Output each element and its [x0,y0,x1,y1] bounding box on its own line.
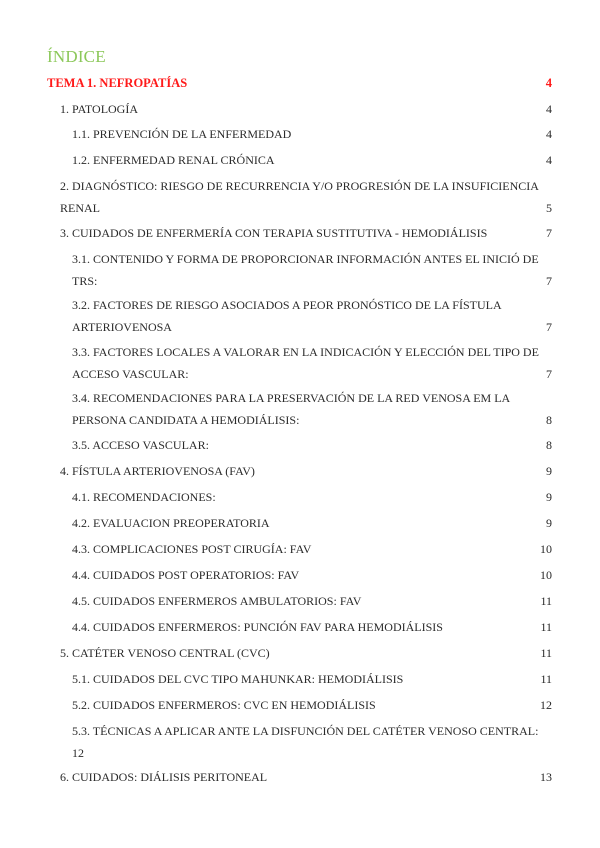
page-number: 9 [546,464,552,478]
page-number: 8 [546,413,552,427]
page-number: 11 [540,646,552,660]
page-number: 7 [546,320,552,334]
toc-entry[interactable]: 3.4. RECOMENDACIONES PARA LA PRESERVACIÓN DE LA RED VENOSA EM LA PERSONA CANDIDATA A HEMODIÁLISIS: 8 [72,387,552,431]
toc-entry[interactable]: 6. CUIDADOS: DIÁLISIS PERITONEAL 13 [60,766,552,788]
page-number: 10 [540,542,552,556]
toc-entry[interactable]: 4. FÍSTULA ARTERIOVENOSA (FAV) 9 [60,460,552,482]
page-number: 10 [540,568,552,582]
toc-entry[interactable]: 4.4. CUIDADOS POST OPERATORIOS: FAV 10 [72,564,552,586]
toc-entry[interactable]: 1. PATOLOGÍA 4 [60,98,552,120]
page-number: 12 [540,698,552,712]
page-number: 4 [546,127,552,141]
page-number: 4 [546,102,552,116]
toc-entry[interactable]: 4.5. CUIDADOS ENFERMEROS AMBULATORIOS: FAV 11 [72,590,552,612]
page-number: 9 [546,490,552,504]
page-number: 7 [546,367,552,381]
page-number: 11 [540,620,552,634]
page-number: 5 [546,201,552,215]
toc-entry-tema-1[interactable]: TEMA 1. NEFROPATÍAS 4 [47,72,552,94]
page-number: 8 [546,438,552,452]
index-title: ÍNDICE [47,47,106,66]
toc-entry[interactable]: 4.1. RECOMENDACIONES: 9 [72,486,552,508]
page-number: 11 [540,672,552,686]
toc-entry[interactable]: 1.2. ENFERMEDAD RENAL CRÓNICA 4 [72,149,552,171]
page-number: 9 [546,516,552,530]
toc-entry[interactable]: 4.4. CUIDADOS ENFERMEROS: PUNCIÓN FAV PARA HEMODIÁLISIS 11 [72,616,552,638]
page-number: 11 [540,594,552,608]
toc-entry[interactable]: 3.2. FACTORES DE RIESGO ASOCIADOS A PEOR PRONÓSTICO DE LA FÍSTULA ARTERIOVENOSA 7 [72,294,552,338]
toc-entry[interactable]: 5.1. CUIDADOS DEL CVC TIPO MAHUNKAR: HEMODIÁLISIS 11 [72,668,552,690]
toc-entry[interactable]: 2. DIAGNÓSTICO: RIESGO DE RECURRENCIA Y/O PROGRESIÓN DE LA INSUFICIENCIA RENAL 5 [60,175,552,219]
page-number: 7 [546,226,552,240]
toc-entry[interactable]: 5.2. CUIDADOS ENFERMEROS: CVC EN HEMODIÁLISIS 12 [72,694,552,716]
page-number: 13 [540,770,552,784]
toc-entry[interactable]: 3.1. CONTENIDO Y FORMA DE PROPORCIONAR INFORMACIÓN ANTES EL INICIÓ DE TRS: 7 [72,248,552,292]
toc-entry[interactable]: 5. CATÉTER VENOSO CENTRAL (CVC) 11 [60,642,552,664]
toc-entry[interactable]: 3.3. FACTORES LOCALES A VALORAR EN LA INDICACIÓN Y ELECCIÓN DEL TIPO DE ACCESO VASCULAR: 7 [72,341,552,385]
toc-entry[interactable]: 3.5. ACCESO VASCULAR: 8 [72,434,552,456]
page-number: 4 [545,76,552,90]
page-number: 4 [546,153,552,167]
toc-entry[interactable]: 5.3. TÉCNICAS A APLICAR ANTE LA DISFUNCIÓN DEL CATÉTER VENOSO CENTRAL: 12 [72,724,539,760]
toc-entry[interactable]: 1.1. PREVENCIÓN DE LA ENFERMEDAD 4 [72,123,552,145]
toc-entry[interactable]: 4.2. EVALUACION PREOPERATORIA 9 [72,512,552,534]
toc-entry[interactable]: 4.3. COMPLICACIONES POST CIRUGÍA: FAV 10 [72,538,552,560]
page-number: 7 [546,274,552,288]
toc-entry[interactable]: 3. CUIDADOS DE ENFERMERÍA CON TERAPIA SUSTITUTIVA - HEMODIÁLISIS 7 [60,222,552,244]
